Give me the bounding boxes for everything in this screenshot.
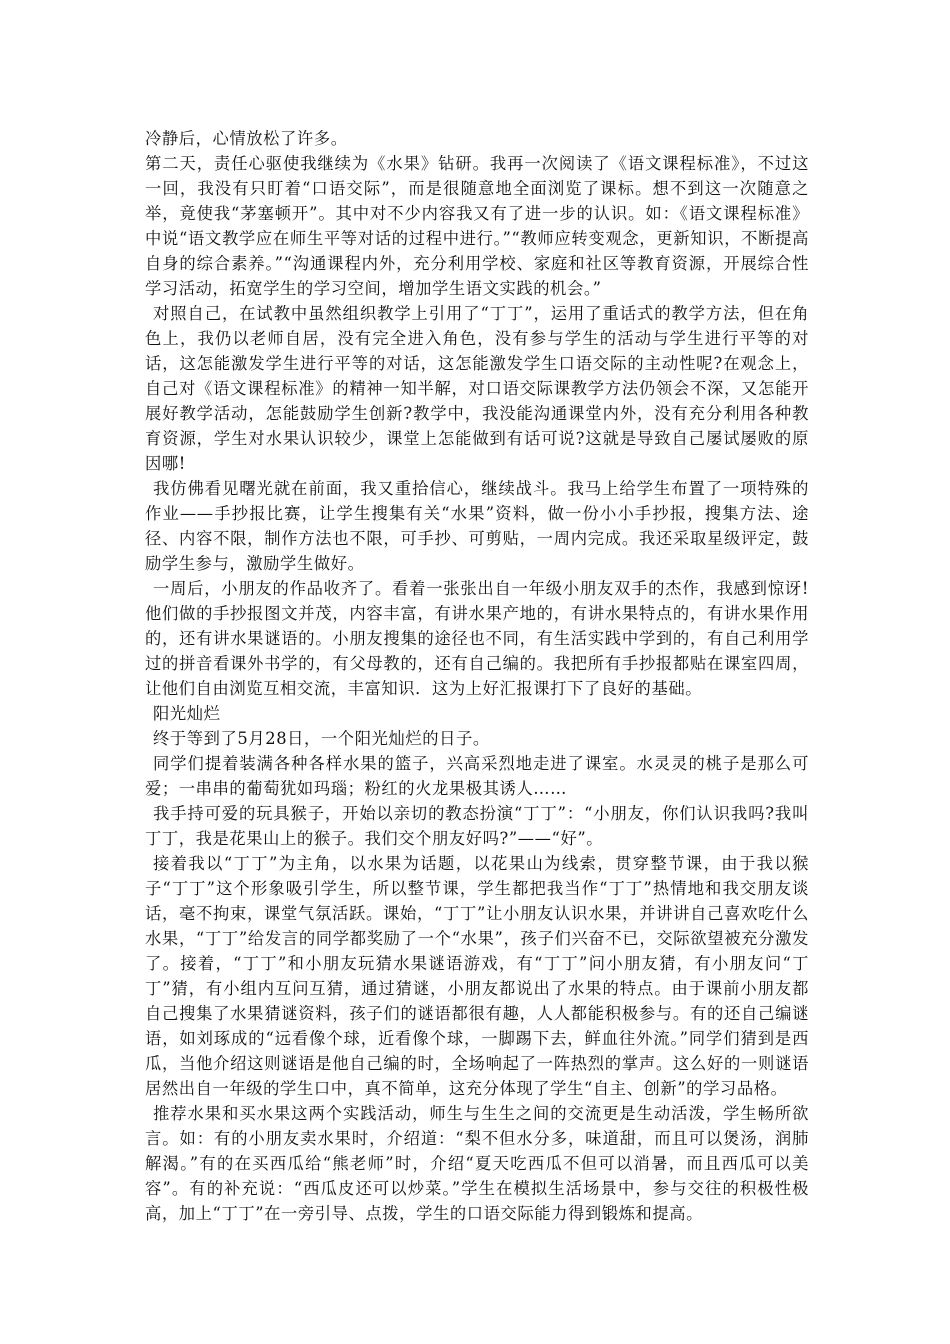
paragraph-10: 接着我以“丁丁”为主角，以水果为话题，以花果山为线索，贯穿整节课，由于我以猴子“丁丁”这个形象吸引学生，所以整节课，学生都把我当作“丁丁”热情地和我交朋友谈话，毫不拘束，课堂气氛活跃。课始，“丁丁”让小朋友认识水果，并讲讲自己喜欢吃什么水果，“丁丁”给发言的同学都奖励了一个“水果”，孩子们兴奋不已，交际欲望被充分激发了。接着，“丁丁”和小朋友玩猜水果谜语游戏，有“丁丁”问小朋友猜，有小朋友问“丁丁”猜，有小组内互问互猜，通过猜谜，小朋友都说出了水果的特点。由于课前小朋友都自己搜集了水果猜谜资料，孩子们的谜语都很有趣，人人都能积极参与。有的还自己编谜语，如刘琢成的“远看像个球，近看像个球，一脚踢下去，鲜血往外流。”同学们猜到是西瓜，当他介绍这则谜语是他自己编的时，全场响起了一阵热烈的掌声。这么好的一则谜语居然出自一年级的学生口中，真不简单，这充分体现了学生“自主、创新”的学习品格。 — [145, 854, 809, 1098]
paragraph-5: 一周后，小朋友的作品收齐了。看着一张张出自一年级小朋友双手的杰作，我感到惊讶!他们做的手抄报图文并茂，内容丰富，有讲水果产地的，有讲水果特点的，有讲水果作用的，还有讲水果谜语的。小朋友搜集的途径也不同，有生活实践中学到的，有自己利用学过的拼音看课外书学的，有父母教的，还有自己编的。我把所有手抄报都贴在课室四周，让他们自由浏览互相交流，丰富知识．这为上好汇报课打下了良好的基础。 — [145, 579, 809, 698]
paragraph-8: 同学们提着装满各种各样水果的篮子，兴高采烈地走进了课室。水灵灵的桃子是那么可爱；一串串的葡萄犹如玛瑙；粉红的火龙果极其诱人…… — [145, 754, 809, 798]
paragraph-9: 我手持可爱的玩具猴子，开始以亲切的教态扮演“丁丁”：“小朋友，你们认识我吗?我叫丁丁，我是花果山上的猴子。我们交个朋友好吗?”——“好”。 — [145, 804, 809, 848]
paragraph-11: 推荐水果和买水果这两个实践活动，师生与生生之间的交流更是生动活泼，学生畅所欲言。如：有的小朋友卖水果时，介绍道：“梨不但水分多，味道甜，而且可以煲汤，润肺解渴。”有的在买西瓜给“熊老师”时，介绍“夏天吃西瓜不但可以消暑，而且西瓜可以美容”。有的补充说：“西瓜皮还可以炒菜。”学生在模拟生活场景中，参与交往的积极性极高，加上“丁丁”在一旁引导、点拨，学生的口语交际能力得到锻炼和提高。 — [145, 1104, 809, 1223]
document-body — [145, 126, 809, 1226]
paragraph-2: 第二天，责任心驱使我继续为《水果》钻研。我再一次阅读了《语文课程标准》，不过这一回，我没有只盯着“口语交际”，而是很随意地全面浏览了课标。想不到这一次随意之举，竟使我“茅塞顿开”。其中对不少内容我又有了进一步的认识。如：《语文课程标准》中说“语文教学应在师生平等对话的过程中进行。”“教师应转变观念，更新知识，不断提高自身的综合素养。”“沟通课程内外，充分利用学校、家庭和社区等教育资源，开展综合性学习活动，拓宽学生的学习空间，增加学生语文实践的机会。” — [145, 154, 809, 298]
paragraph-3: 对照自己，在试教中虽然组织教学上引用了“丁丁”，运用了重话式的教学方法，但在角色上，我仍以老师自居，没有完全进入角色，没有参与学生的活动与学生进行平等的对话，这怎能激发学生进行平等的对话，这怎能激发学生口语交际的主动性呢?在观念上，自己对《语文课程标准》的精神一知半解，对口语交际课教学方法仍领会不深，又怎能开展好教学活动，怎能鼓励学生创新?教学中，我没能沟通课堂内外，没有充分利用各种教育资源，学生对水果认识较少，课堂上怎能做到有话可说?这就是导致自己屡试屡败的原因哪! — [145, 304, 809, 473]
paragraph-7: 终于等到了5月28日，一个阳光灿烂的日子。 — [153, 729, 490, 748]
paragraph-4: 我仿佛看见曙光就在前面，我又重拾信心，继续战斗。我马上给学生布置了一项特殊的作业——手抄报比赛，让学生搜集有关“水果”资料，做一份小小手抄报，搜集方法、途径、内容不限，制作方法也不限，可手抄、可剪贴，一周内完成。我还采取星级评定，鼓励学生参与，激励学生做好。 — [145, 479, 809, 573]
section-heading: 阳光灿烂 — [153, 704, 221, 723]
paragraph-1: 冷静后，心情放松了许多。 — [145, 129, 348, 148]
